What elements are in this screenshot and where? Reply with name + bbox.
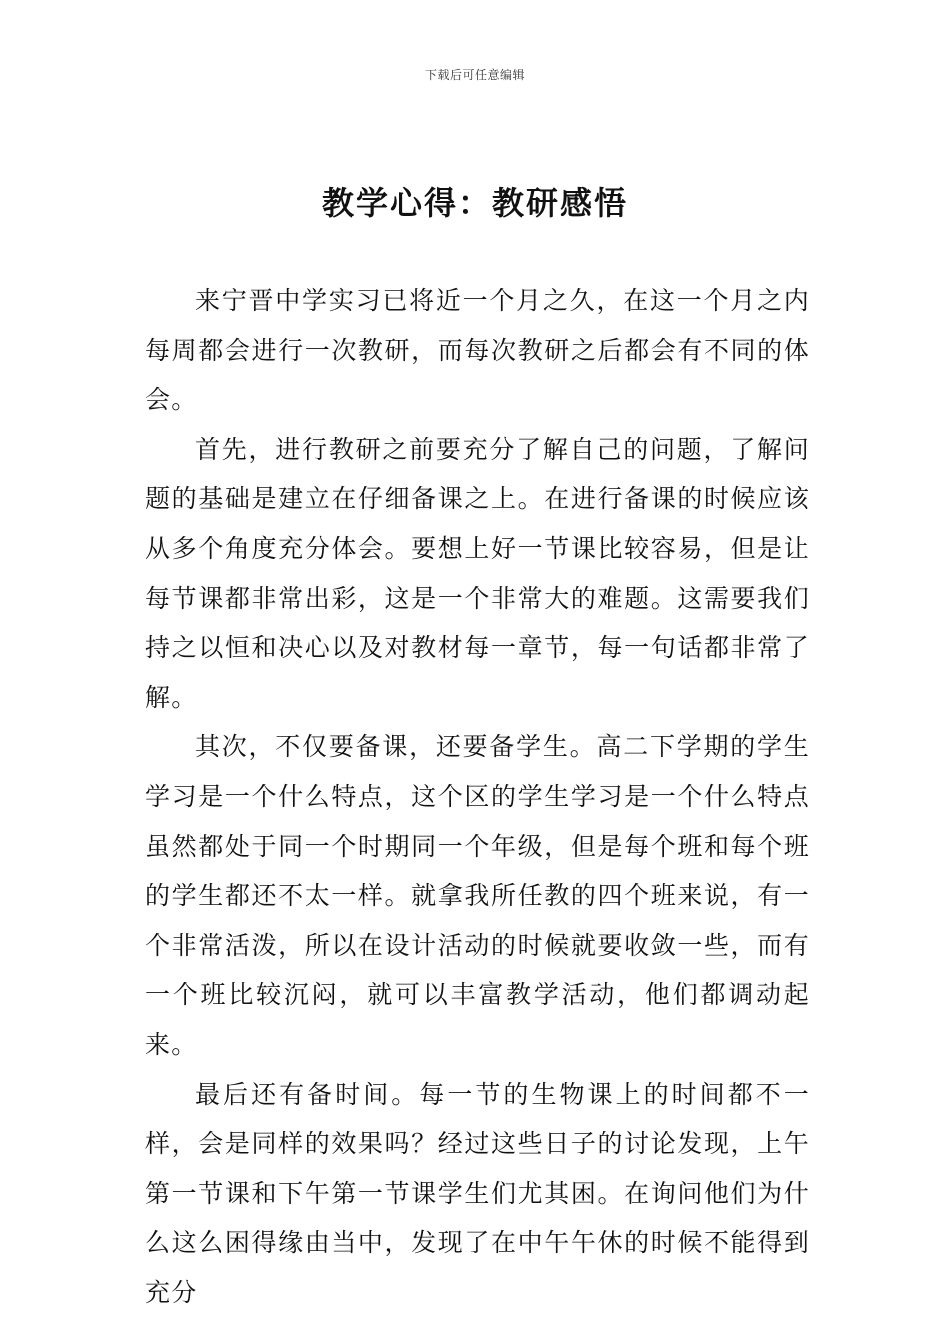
paragraph-4: 最后还有备时间。每一节的生物课上的时间都不一样，会是同样的效果吗？经过这些日子的讨论发现，上午第一节课和下午第一节课学生们尤其困。在询问他们为什么这么困得缘由当中，发现了在中午午休的时候不能得到充分 <box>145 1079 810 1307</box>
header-note: 下载后可任意编辑 <box>424 68 525 82</box>
paragraph-2: 首先，进行教研之前要充分了解自己的问题，了解问题的基础是建立在仔细备课之上。在进行备课的时候应该从多个角度充分体会。要想上好一节课比较容易，但是让每节课都非常出彩，这是一个非常大的难题。这需要我们持之以恒和决心以及对教材每一章节，每一句话都非常了解。 <box>145 434 810 712</box>
document-title: 教学心得：教研感悟 <box>321 184 628 222</box>
paragraph-3: 其次，不仅要备课，还要备学生。高二下学期的学生学习是一个什么特点，这个区的学生学习是一个什么特点虽然都处于同一个时期同一个年级，但是每个班和每个班的学生都还不太一样。就拿我所任教的四个班来说，有一个非常活泼，所以在设计活动的时候就要收敛一些，而有一个班比较沉闷，就可以丰富教学活动，他们都调动起来。 <box>145 732 810 1059</box>
paragraph-1: 来宁晋中学实习已将近一个月之久，在这一个月之内每周都会进行一次教研，而每次教研之后都会有不同的体会。 <box>145 286 810 415</box>
document-body <box>145 276 810 1317</box>
